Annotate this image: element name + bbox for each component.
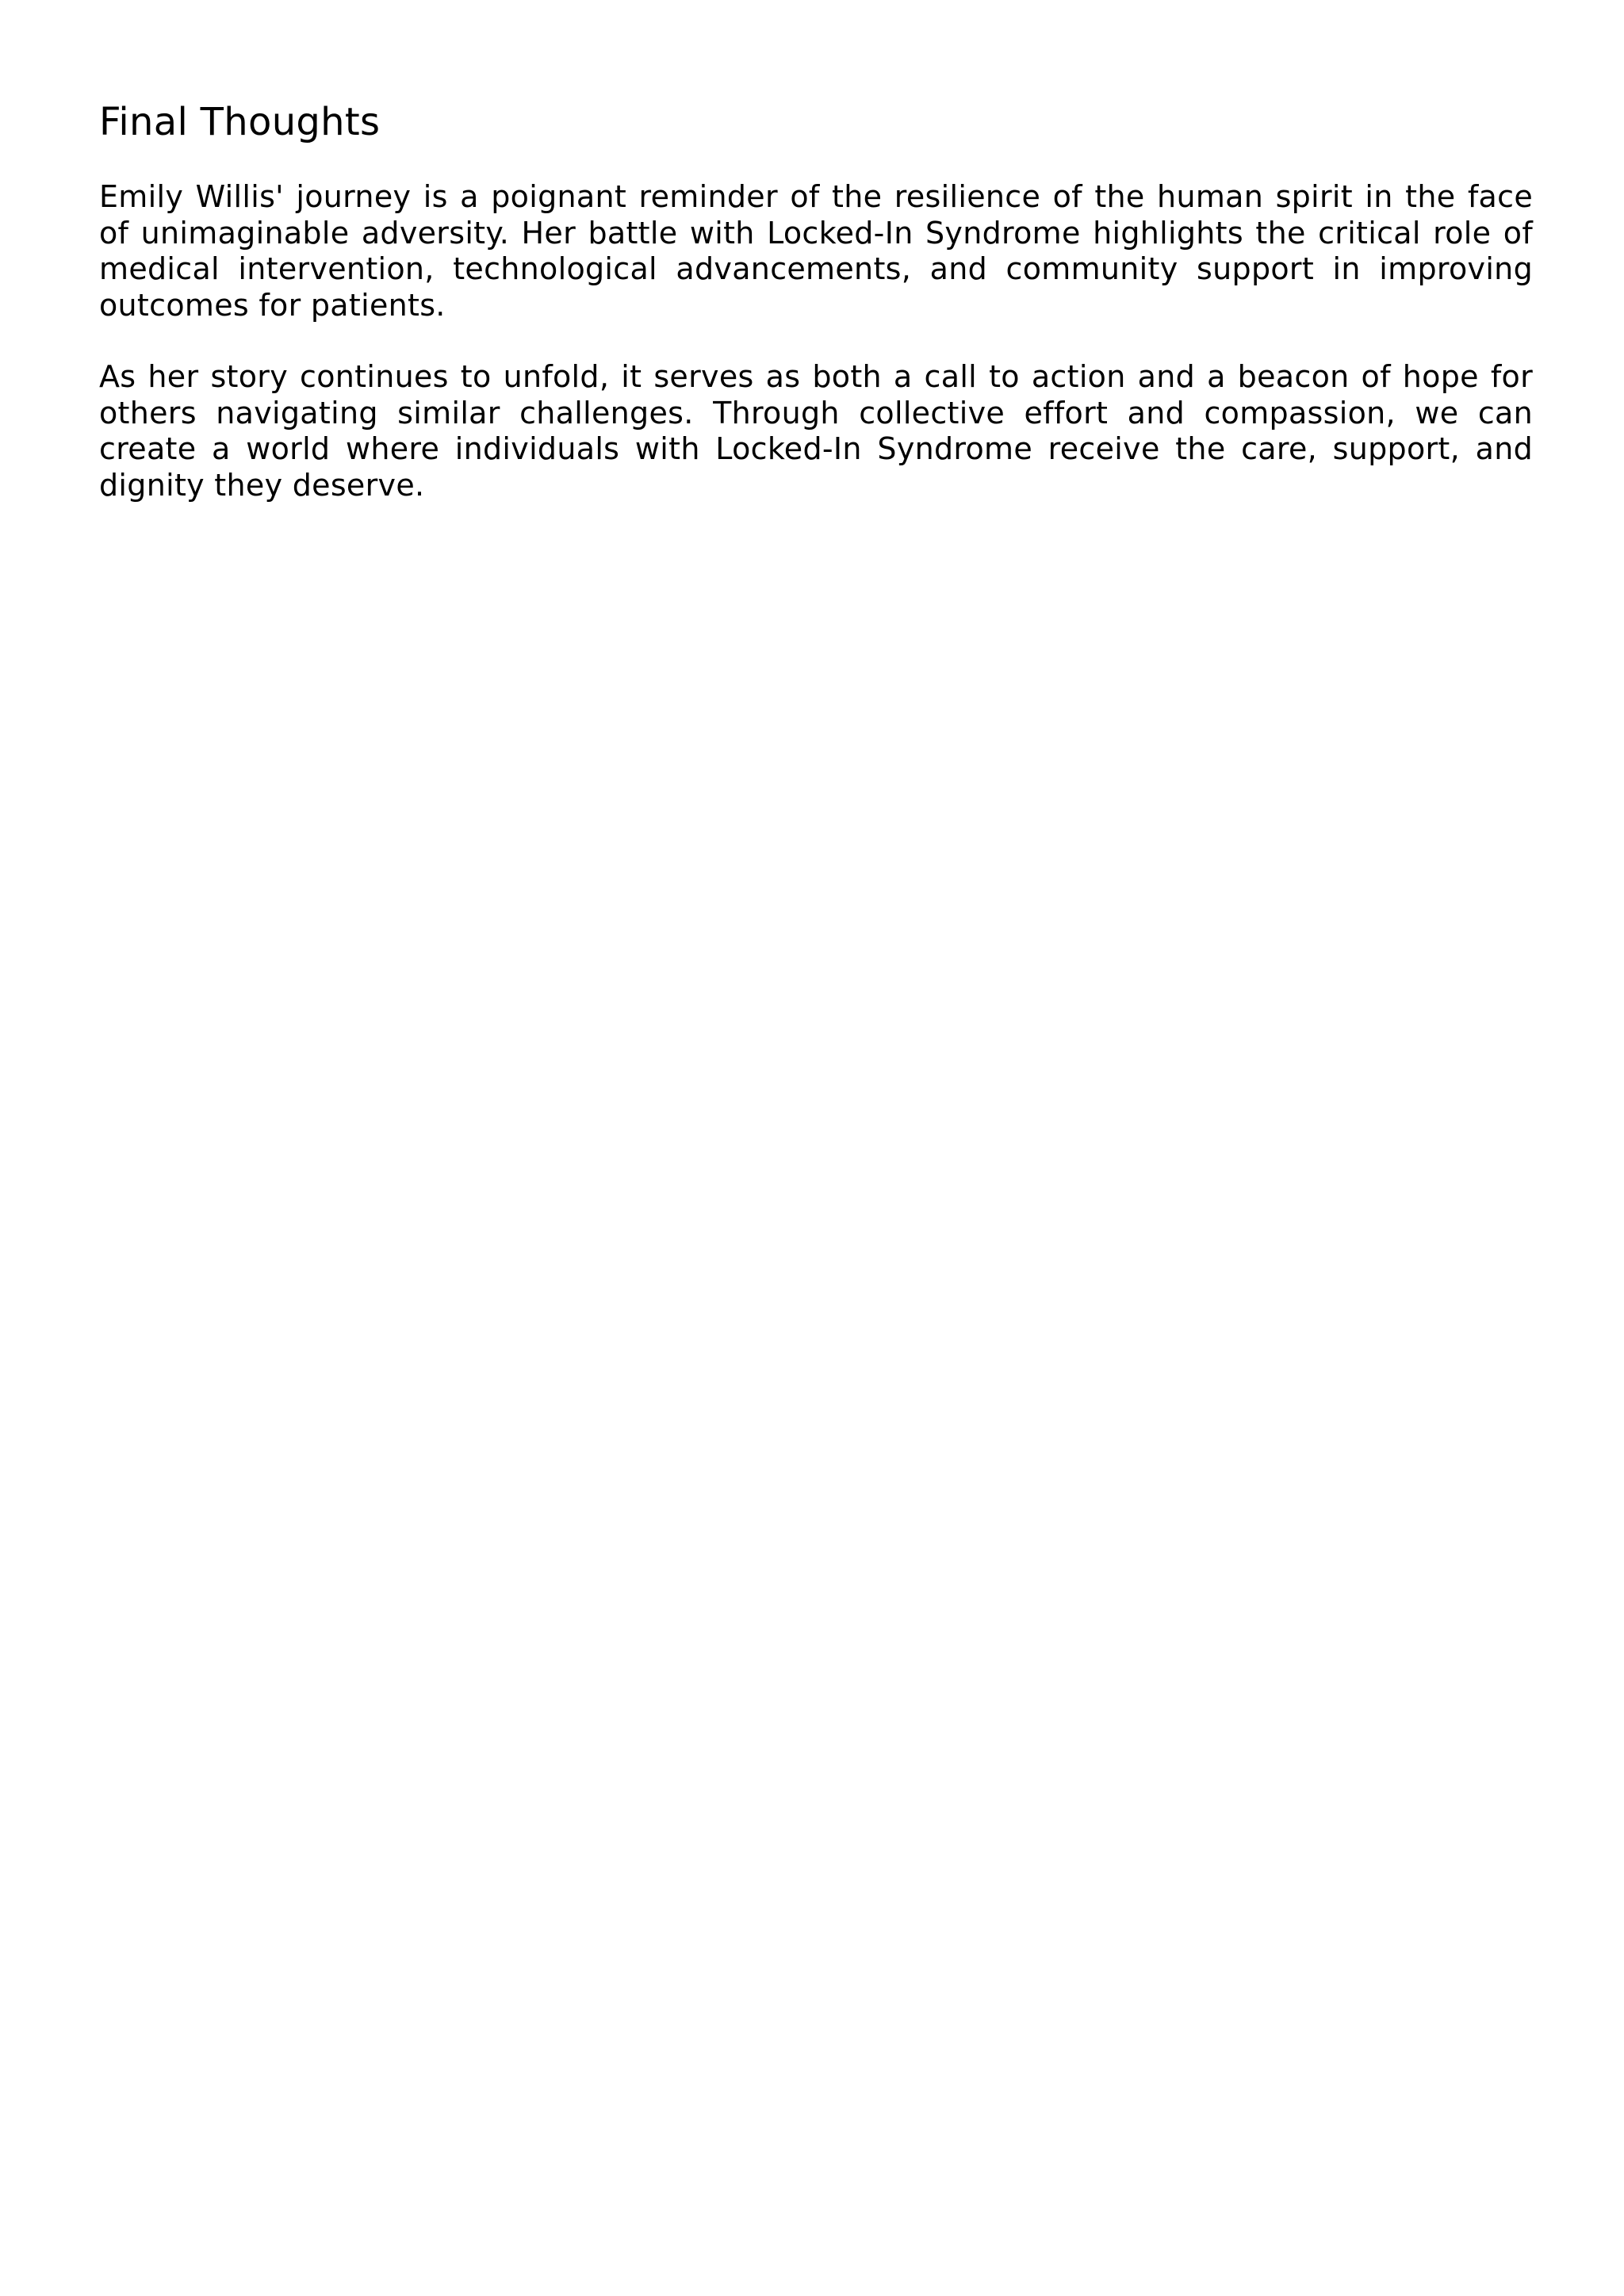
paragraph-1: Emily Willis' journey is a poignant reminder of the resilience of the human spirit in the face of unimaginable adversity. Her battle with Locked-In Syndrome highlights the critical role of medical intervention, technological advancements, and community support in improving outcomes for patients. xyxy=(99,179,1533,323)
document-content xyxy=(99,97,1533,539)
section-heading: Final Thoughts xyxy=(99,100,381,144)
paragraph-2: As her story continues to unfold, it serves as both a call to action and a beacon of hope for others navigating similar challenges. Through collective effort and compassion, we can create a world where individuals with Locked-In Syndrome receive the care, support, and dignity they deserve. xyxy=(99,359,1533,503)
